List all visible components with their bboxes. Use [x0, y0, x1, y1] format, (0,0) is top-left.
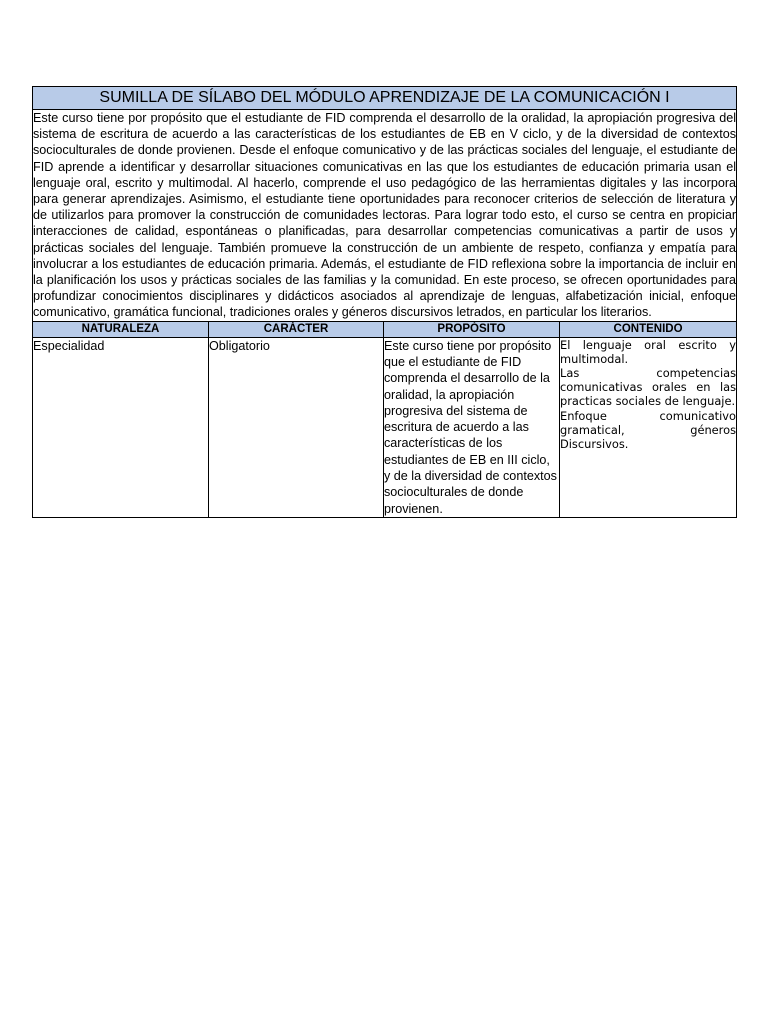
column-header-row — [33, 321, 737, 337]
summary-paragraph: Este curso tiene por propósito que el estudiante de FID comprenda el desarrollo de la oralidad, la apropiación progresiva del sistema de escritura de acuerdo a las características de los estudiantes de EB en V ciclo, y de la diversidad de contextos socioculturales de donde provienen. Desde el enfoque comunicativo y de las prácticas sociales del lenguaje, el estudiante de FID aprende a identificar y desarrollar situaciones comunicativas en las que los estudiantes de educación primaria usan el lenguaje oral, escrito y multimodal. Al hacerlo, comprende el uso pedagógico de las herramientas digitales y las incorpora para generar aprendizajes. Asimismo, el estudiante tiene oportunidades para reconocer criterios de selección de literatura y de utilizarlos para promover la construcción de comunidades lectoras. Para lograr todo esto, el curso se centra en propiciar interacciones de calidad, espontáneas o planificadas, para desarrollar competencias comunicativas a partir de usos y prácticas sociales del lenguaje. También promueve la construcción de un ambiente de respeto, confianza y empatía para involucrar a los estudiantes de educación primaria. Además, el estudiante de FID reflexiona sobre la importancia de incluir en la planificación los usos y prácticas sociales de las familias y la comunidad. En este proceso, se ofrecen oportunidades para profundizar conocimientos disciplinares y didácticos asociados al aprendizaje de lenguas, alfabetización inicial, enfoque comunicativo, gramática funcional, tradiciones orales y géneros discursivos letrados, en particular los literarios. — [33, 111, 737, 320]
cell-proposito: Este curso tiene por propósito que el estudiante de FID comprenda el desarrollo de la oralidad, la apropiación progresiva del sistema de escritura de acuerdo a las características de los estudiantes de EB en III ciclo, y de la diversidad de contextos socioculturales de donde provienen. — [384, 337, 560, 517]
header-contenido: CONTENIDO — [560, 321, 737, 337]
contenido-item: El lenguaje oral escrito y multimodal. — [560, 337, 737, 366]
document-title: SUMILLA DE SÍLABO DEL MÓDULO APRENDIZAJE DE LA COMUNICACIÓN I — [33, 87, 737, 110]
contenido-item: Las competencias comunicativas orales en las practicas sociales de lenguaje. — [560, 366, 737, 409]
cell-naturaleza: Especialidad — [33, 337, 209, 517]
header-caracter: CARÁCTER — [209, 321, 384, 337]
summary-row — [33, 110, 737, 322]
cell-contenido — [560, 337, 737, 517]
header-naturaleza: NATURALEZA — [33, 321, 209, 337]
table-row — [33, 337, 737, 517]
contenido-item: Enfoque comunicativo gramatical, géneros Discursivos. — [560, 408, 737, 452]
syllabus-document — [32, 86, 736, 518]
title-row — [33, 87, 737, 110]
syllabus-table — [32, 86, 737, 518]
header-proposito: PROPÓSITO — [384, 321, 560, 337]
cell-caracter: Obligatorio — [209, 337, 384, 517]
